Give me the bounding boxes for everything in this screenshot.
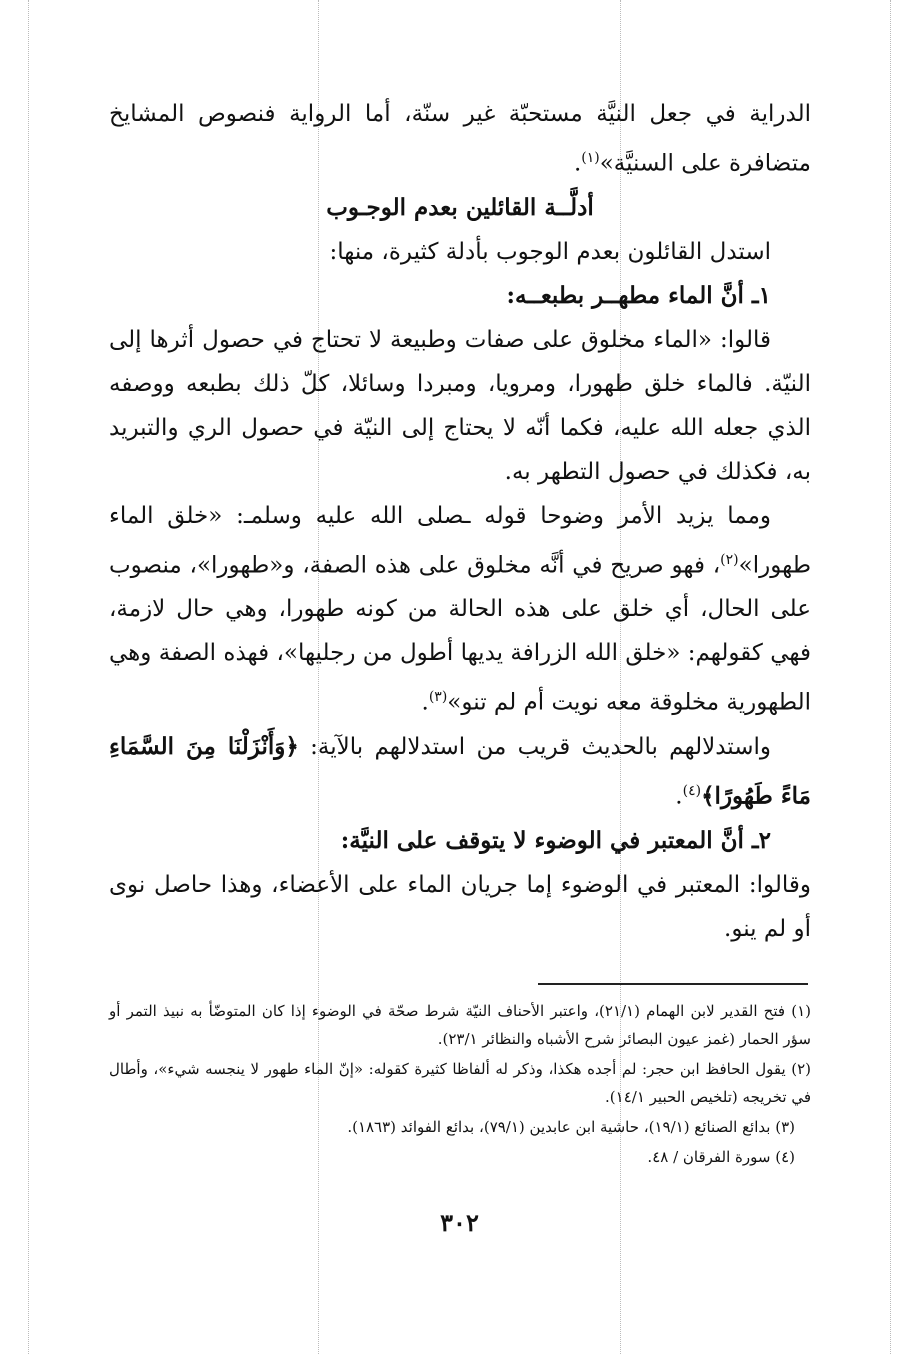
footnote-1: (١) فتح القدير لابن الهمام (٢١/١)، واعتبر الأحناف النيّة شرط صحّة في الوضوء إذا كان المتوضّأ به نبيذ التمر أو سؤر الحمار (غمز عيون البصائر شرح الأشباه والنظائر ٢٣/١). (109, 1002, 811, 1048)
paragraph-continuation: الدراية في جعل النيَّة مستحبّة غير سنّة، أما الرواية فنصوص المشايخ متضافرة على السنيَّة»$^{(١)}$. (109, 101, 811, 177)
footnote-ref: (٤) (682, 782, 702, 799)
main-text (109, 92, 811, 951)
section-heading: أدلَّــة القائلين بعدم الوجـوب (326, 193, 594, 221)
scan-margin-line (28, 0, 29, 1354)
footnotes (109, 997, 811, 1173)
subheading-1: ١ـ أنَّ الماء مطهــر بطبعــه: (506, 281, 771, 309)
paragraph-intro: استدل القائلون بعدم الوجوب بأدلة كثيرة، منها: (329, 238, 771, 265)
paragraph-quote: قالوا: «الماء مخلوق على صفات وطبيعة لا تحتاج في حصول أثرها إلى النيّة. فالماء خلق طهورا، ومرويا، ومبردا وسائلا، كلّ ذلك بطبعه ووصفه الذي جعله الله عليه، فكما أنّه لا يحتاج إلى النيّة في حصول الري والتبريد به، فكذلك في حصول التطهر به. (109, 326, 811, 485)
paragraph-verse: واستدلالهم بالحديث قريب من استدلالهم بالآية: ﴿وَأَنْزَلْنَا مِنَ السَّمَاءِ مَاءً طَهُورًا﴾$^{(٤)}$. (109, 732, 811, 810)
page-number: ٣٠٢ (440, 1208, 479, 1237)
footnote-separator (538, 983, 808, 985)
scan-margin-line (890, 0, 891, 1354)
quran-verse: ﴿وَأَنْزَلْنَا مِنَ السَّمَاءِ مَاءً طَهُورًا﴾ (109, 732, 811, 810)
subheading-2: ٢ـ أنَّ المعتبر في الوضوء لا يتوقف على النيَّة: (340, 826, 771, 854)
paragraph-hadith: ومما يزيد الأمر وضوحا قوله ـصلى الله عليه وسلمـ: «خلق الماء طهورا»$^{(٢)}$، فهو صريح في أنَّه مخلوق على هذه الصفة، و«طهورا»، منصوب على الحال، أي خلق على هذه الحالة من كونه طهورا، وهي حال لازمة، فهي كقولهم: «خلق الله الزرافة يديها أطول من رجليها»، فهذه الصفة وهي الطهورية مخلوقة معه نويت أم لم تنو»$^{(٣)}$. (109, 502, 811, 716)
footnote-ref: (٢) (720, 551, 739, 568)
footnote-ref: (٣) (428, 689, 448, 706)
footnote-2: (٢) يقول الحافظ ابن حجر: لم أجده هكذا، وذكر له ألفاظا كثيرة كقوله: «إنّ الماء طهور لا ينجسه شيء»، وأطال في تخريجه (تلخيص الحبير ١٤/١). (109, 1060, 811, 1106)
footnote-ref: (١) (581, 150, 600, 166)
footnote-3: (٣) بدائع الصنائع (١٩/١)، حاشية ابن عابدين (٧٩/١)، بدائع الفوائد (١٨٦٣). (347, 1118, 795, 1136)
footnote-4: (٤) سورة الفرقان / ٤٨. (647, 1148, 795, 1166)
paragraph-wudu: وقالوا: المعتبر في الوضوء إما جريان الماء على الأعضاء، وهذا حاصل نوى أو لم ينو. (109, 871, 812, 942)
